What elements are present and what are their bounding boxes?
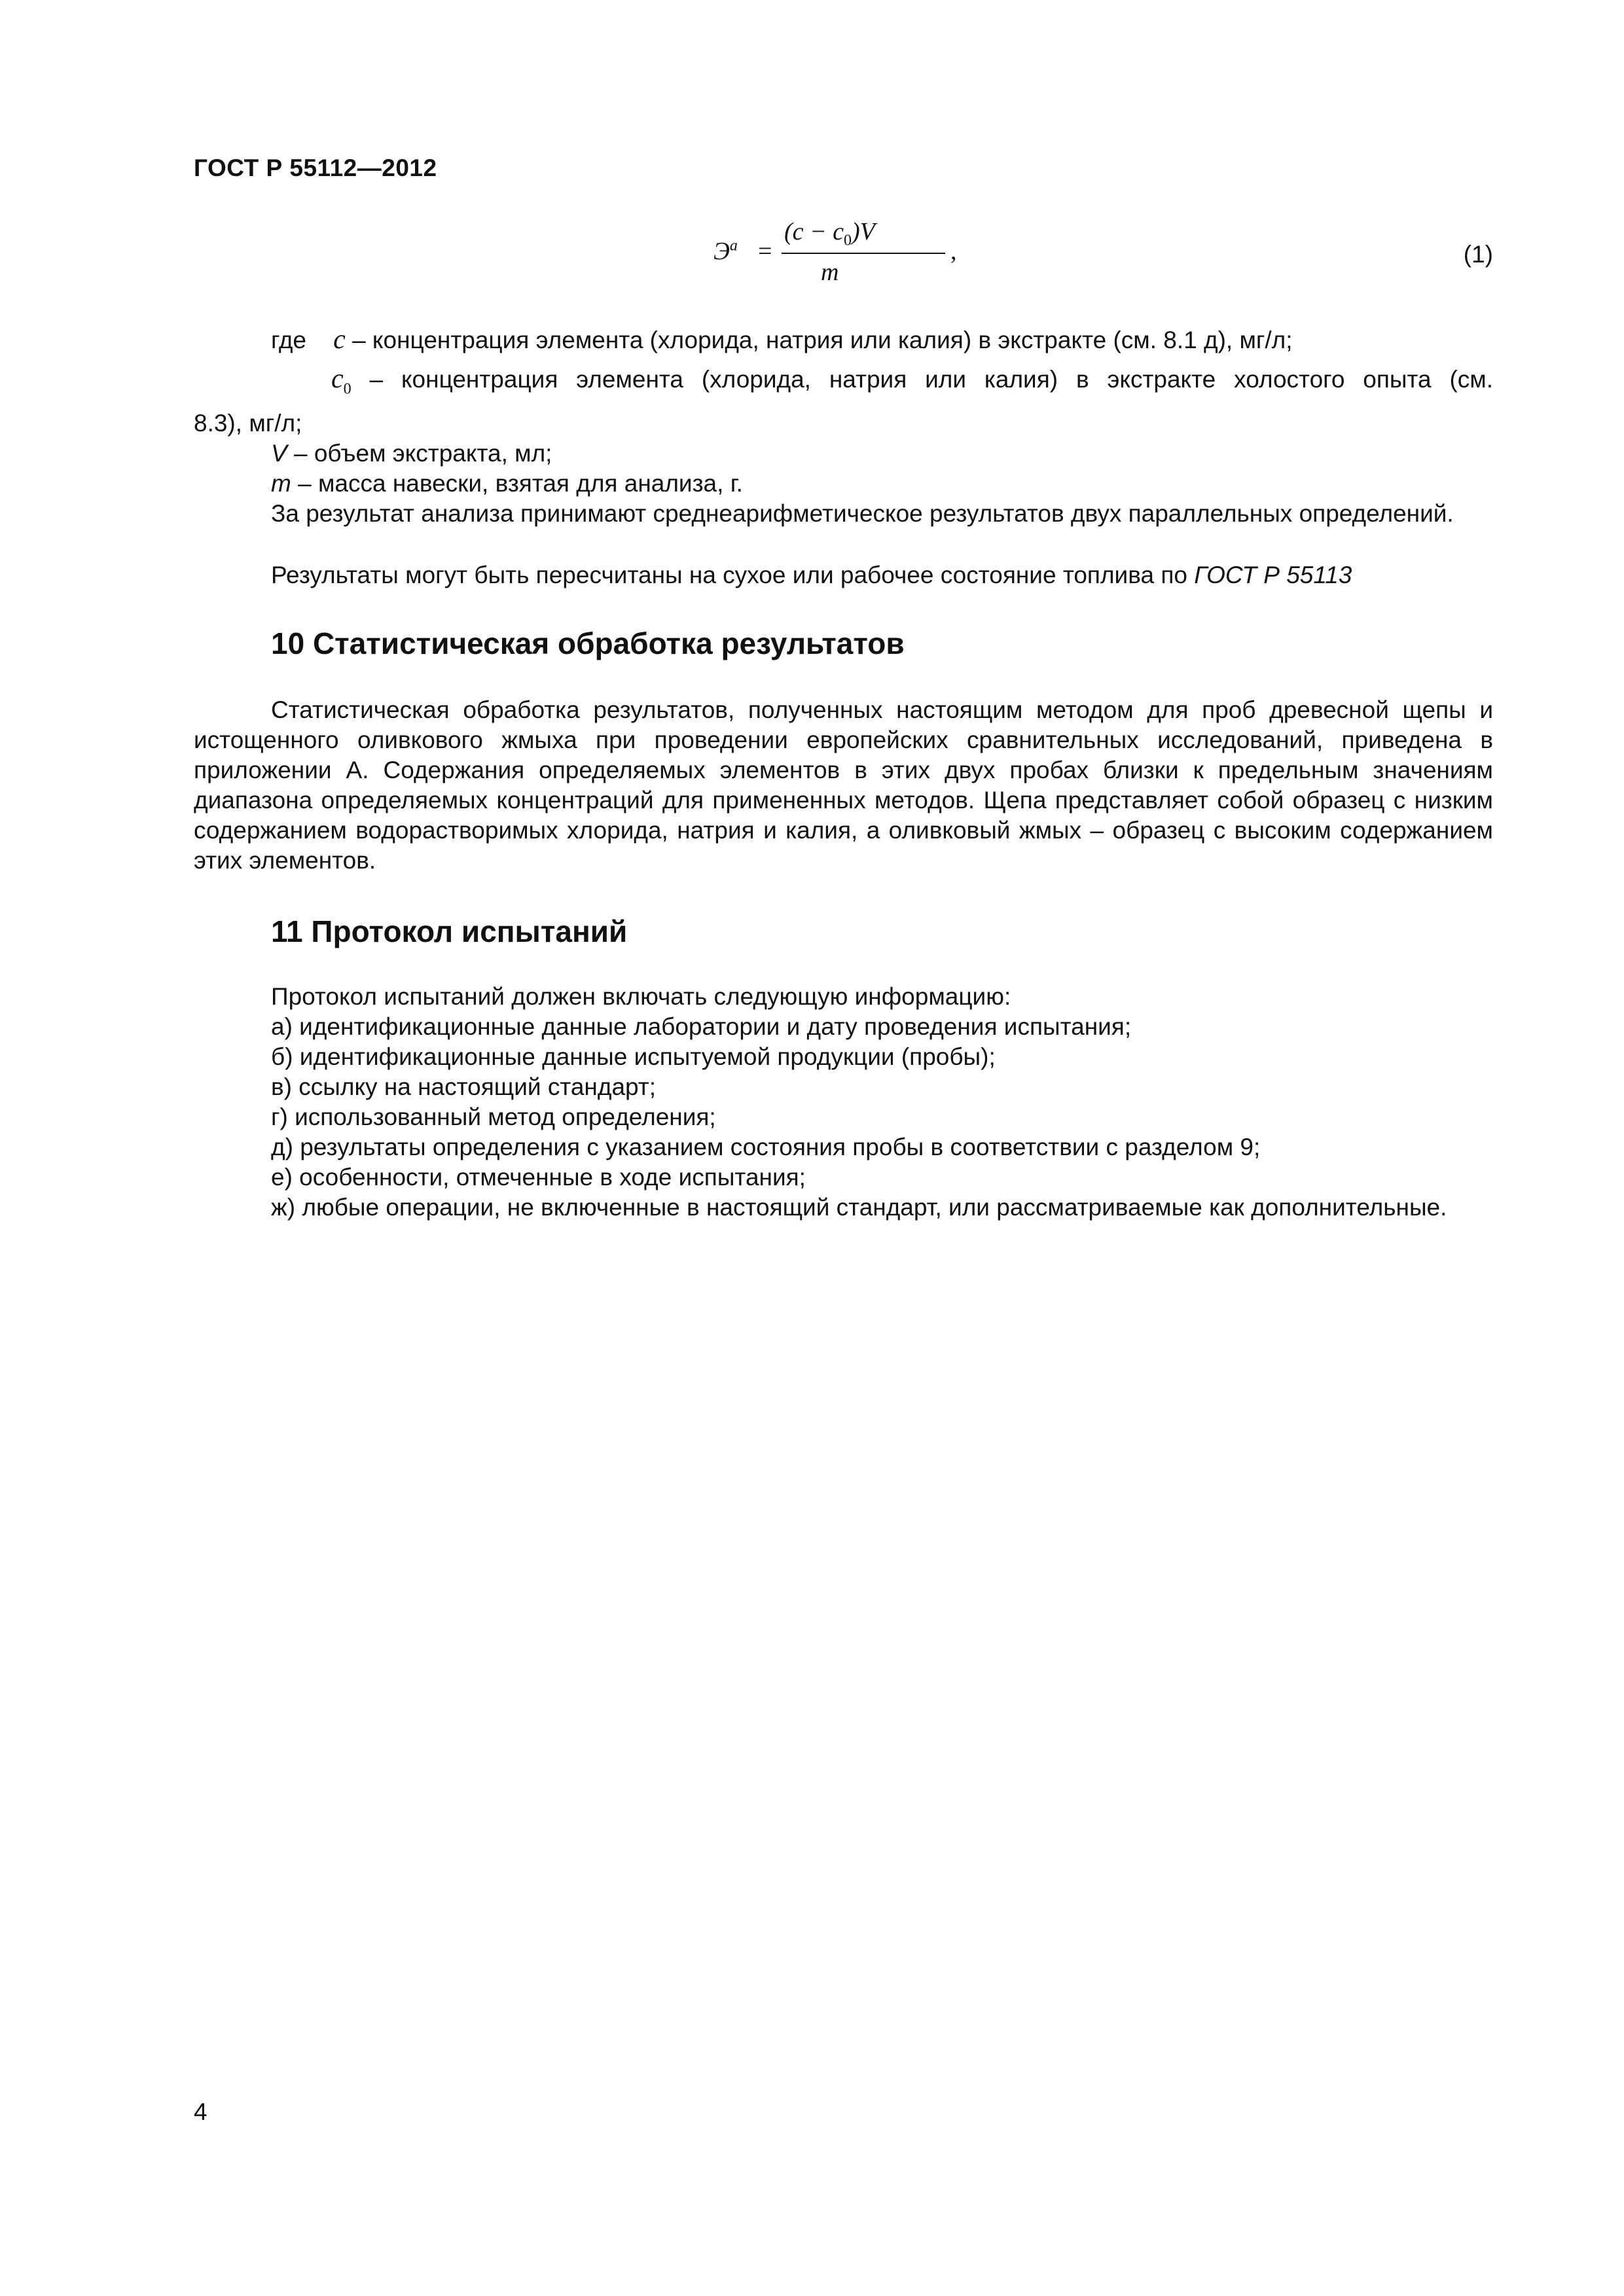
list-item: в) ссылку на настоящий стандарт;	[271, 1073, 657, 1100]
formula-lhs-symbol: Э	[713, 238, 730, 265]
v-symbol: V	[271, 440, 287, 467]
formula-trailing: ,	[950, 238, 957, 265]
list-item: е) особенности, отмеченные в ходе испытания;	[271, 1164, 806, 1191]
section-11-intro: Протокол испытаний должен включать следующую информацию:	[271, 983, 1011, 1010]
page-number: 4	[194, 2098, 208, 2125]
c0-definition-text: – концентрация элемента (хлорида, натрия или калия) в экстракте холостого опыта (см.	[351, 366, 1493, 393]
list-item: д) результаты определения с указанием состояния пробы в соответствии с разделом 9;	[271, 1134, 1261, 1160]
list-item: г) использованный метод определения;	[271, 1103, 716, 1130]
definition-v	[271, 439, 1493, 469]
m-symbol: m	[271, 470, 291, 497]
c0-symbol-letter: c	[331, 364, 344, 394]
recalc-text: Результаты могут быть пересчитаны на сухое или рабочее состояние топлива по	[271, 562, 1195, 588]
formula-numerator	[784, 217, 875, 250]
fraction-bar	[782, 253, 945, 254]
formula-lhs-superscript: a	[729, 237, 738, 255]
formula-number: (1)	[1463, 241, 1493, 268]
formula-denominator: m	[821, 259, 839, 286]
c-symbol: c	[333, 325, 346, 355]
c-definition-text: – концентрация элемента (хлорида, натрия или калия) в экстракте (см. 8.1 д), мг/л;	[345, 327, 1293, 353]
document-header: ГОСТ Р 55112—2012	[194, 154, 437, 181]
list-item: б) идентификационные данные испытуемой продукции (пробы);	[271, 1043, 996, 1070]
section-10-body: Статистическая обработка результатов, полученных настоящим методом для проб древесной щепы и истощенного оливкового жмыха при проведении европейских сравнительных исследований, приведена в приложении А. Содержания определяемых элементов в этих двух пробах близки к предельным значениям диапазона определяемых концентраций для примененных методов. Щепа представляет собой образец с низким содержанием водорастворимых хлорида, натрия и калия, а оливковый жмых – образец с высоким содержанием этих элементов.	[194, 696, 1493, 874]
definition-m	[271, 469, 1493, 499]
list-item: ж) любые операции, не включенные в настоящий стандарт, или рассматриваемые как дополнительные.	[271, 1194, 1447, 1221]
where-word: где	[271, 327, 307, 353]
v-definition-text: – объем экстракта, мл;	[287, 440, 552, 467]
list-item: а) идентификационные данные лаборатории и дату проведения испытания;	[271, 1013, 1132, 1040]
recalc-paragraph	[271, 560, 1493, 590]
definition-c	[271, 325, 1493, 355]
formula-numerator-close: )V	[852, 218, 875, 245]
formula-numerator-open: (c − c	[784, 218, 844, 245]
c0-symbol-sub: 0	[343, 380, 352, 398]
formula-numerator-sub: 0	[844, 232, 852, 249]
gost-reference-link: ГОСТ Р 55113	[1194, 562, 1352, 588]
formula-lhs	[713, 237, 738, 266]
definition-c0	[331, 364, 1493, 404]
c0-symbol	[331, 364, 352, 398]
formula-1	[713, 217, 957, 296]
definition-c0-continuation: 8.3), мг/л;	[194, 410, 302, 437]
result-paragraph: За результат анализа принимают среднеарифметическое результатов двух параллельных определений.	[271, 500, 1454, 527]
section-11-title: 11 Протокол испытаний	[271, 914, 628, 948]
m-definition-text: – масса навески, взятая для анализа, г.	[291, 470, 743, 497]
formula-equals: =	[758, 238, 772, 265]
section-10-title: 10 Статистическая обработка результатов	[271, 626, 905, 660]
